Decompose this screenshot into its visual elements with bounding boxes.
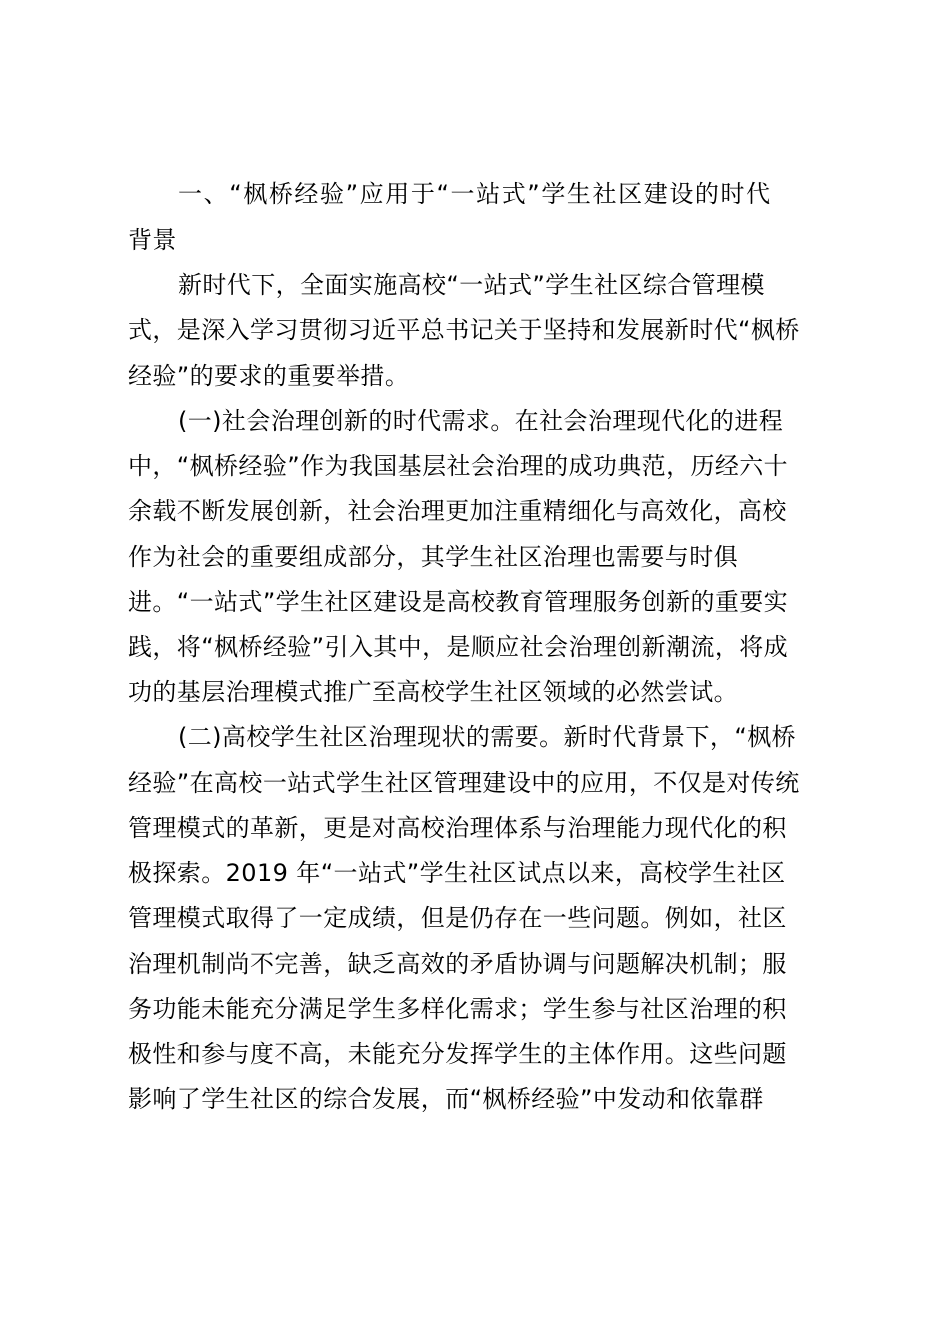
paragraph-2-line-2: 中，“枫桥经验”作为我国基层社会治理的成功典范，历经六十 <box>128 452 789 480</box>
paragraph-3-line-3: 管理模式的革新，更是对高校治理体系与治理能力现代化的积 <box>128 814 787 842</box>
paragraph-2-line-6: 践，将“枫桥经验”引入其中，是顺应社会治理创新潮流，将成 <box>128 633 789 661</box>
paragraph-3-line-9: 影响了学生社区的综合发展，而“枫桥经验”中发动和依靠群 <box>128 1085 764 1113</box>
paragraph-1-line-2: 式，是深入学习贯彻习近平总书记关于坚持和发展新时代“枫桥 <box>128 316 800 344</box>
section-heading-line-1: 一、“枫桥经验”应用于“一站式”学生社区建设的时代 <box>178 180 772 208</box>
paragraph-3-line-7: 务功能未能充分满足学生多样化需求；学生参与社区治理的积 <box>128 995 787 1023</box>
paragraph-3-line-1: (二)高校学生社区治理现状的需要。新时代背景下，“枫桥 <box>178 723 796 751</box>
paragraph-2-line-4: 作为社会的重要组成部分，其学生社区治理也需要与时俱 <box>128 543 738 571</box>
paragraph-3-line-5: 管理模式取得了一定成绩，但是仍存在一些问题。例如，社区 <box>128 904 787 932</box>
paragraph-2-line-7: 功的基层治理模式推广至高校学生社区领域的必然尝试。 <box>128 678 738 706</box>
paragraph-2-line-1: (一)社会治理创新的时代需求。在社会治理现代化的进程 <box>178 407 784 435</box>
paragraph-2-line-5: 进。“一站式”学生社区建设是高校教育管理服务创新的重要实 <box>128 588 789 616</box>
paragraph-1-line-3: 经验”的要求的重要举措。 <box>128 362 410 390</box>
paragraph-2-line-3: 余载不断发展创新，社会治理更加注重精细化与高效化，高校 <box>128 497 787 525</box>
paragraph-1-line-1: 新时代下，全面实施高校“一站式”学生社区综合管理模 <box>178 271 765 299</box>
paragraph-3-line-6: 治理机制尚不完善，缺乏高效的矛盾协调与问题解决机制；服 <box>128 950 787 978</box>
paragraph-3-line-2: 经验”在高校一站式学生社区管理建设中的应用，不仅是对传统 <box>128 769 800 797</box>
section-heading-line-2: 背景 <box>128 226 177 254</box>
paragraph-3-line-4: 极探索。2019 年“一站式”学生社区试点以来，高校学生社区 <box>128 859 786 887</box>
paragraph-3-line-8: 极性和参与度不高，未能充分发挥学生的主体作用。这些问题 <box>128 1040 787 1068</box>
